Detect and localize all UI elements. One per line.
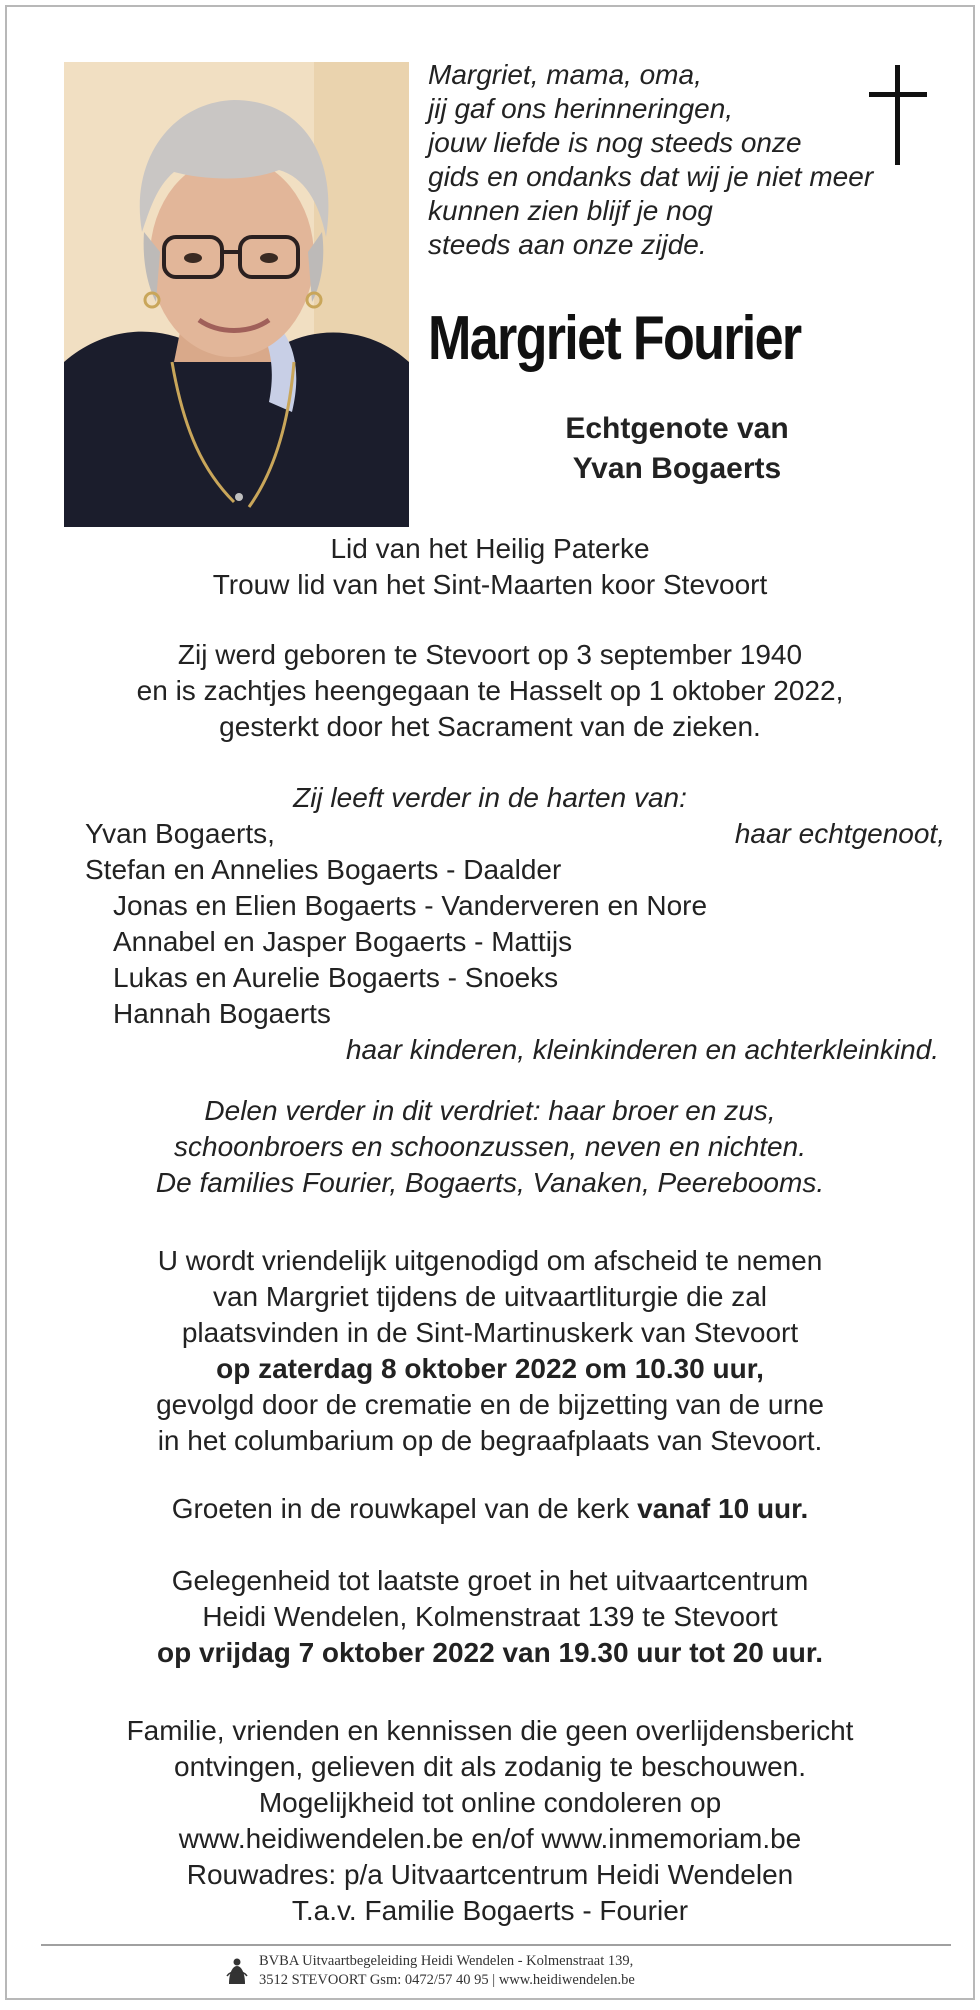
footer-line: BVBA Uitvaartbegeleiding Heidi Wendelen - Kolmenstraat 139, xyxy=(259,1953,634,1969)
greeting-info xyxy=(7,1491,973,1527)
spouse-name: Yvan Bogaerts, xyxy=(85,818,275,849)
memberships xyxy=(7,531,973,603)
birth-death-info xyxy=(7,637,973,745)
greeting-time: vanaf 10 uur. xyxy=(637,1493,809,1524)
family-roles: haar kinderen, kleinkinderen en achterkleinkind. xyxy=(345,1034,939,1065)
membership-line: Lid van het Heilig Paterke xyxy=(330,533,650,564)
birth-death-line: Zij werd geboren te Stevoort op 3 september 1940 xyxy=(177,639,803,670)
funeral-line: van Margriet tijdens de uitvaartliturgie die zal xyxy=(212,1281,768,1312)
extended-family-line: Delen verder in dit verdriet: haar broer en zus, xyxy=(204,1095,776,1126)
closing-line: www.heidiwendelen.be en/of www.inmemoriam.be xyxy=(178,1823,802,1854)
obituary-page xyxy=(5,5,975,2000)
funeral-line: gevolgd door de crematie en de bijzetting van de urne xyxy=(156,1389,824,1420)
deceased-name: Margriet Fourier xyxy=(428,304,801,373)
funeral-date: op zaterdag 8 oktober 2022 om 10.30 uur, xyxy=(216,1353,764,1384)
extended-family xyxy=(7,1093,973,1201)
funeral-info xyxy=(7,1243,973,1459)
visitation-date: op vrijdag 7 oktober 2022 van 19.30 uur tot 20 uur. xyxy=(157,1637,823,1668)
visitation-line: Heidi Wendelen, Kolmenstraat 139 te Stevoort xyxy=(202,1601,778,1632)
grandchild-line: Jonas en Elien Bogaerts - Vanderveren en Nore xyxy=(113,890,708,921)
family-list xyxy=(7,780,973,1070)
closing-line: Familie, vrienden en kennissen die geen overlijdensbericht xyxy=(126,1715,854,1746)
children-line: Stefan en Annelies Bogaerts - Daalder xyxy=(85,854,562,885)
spouse-line: Yvan Bogaerts xyxy=(572,452,782,485)
poem-line: jij gaf ons herinneringen, xyxy=(428,93,734,124)
cross-icon xyxy=(869,65,927,165)
grandchild-line: Lukas en Aurelie Bogaerts - Snoeks xyxy=(113,962,559,993)
funeral-home-logo-icon xyxy=(225,1956,249,1986)
poem-line: Margriet, mama, oma, xyxy=(428,59,702,90)
closing-line: Rouwadres: p/a Uitvaartcentrum Heidi Wendelen xyxy=(186,1859,794,1890)
closing-line: Mogelijkheid tot online condoleren op xyxy=(258,1787,722,1818)
birth-death-line: en is zachtjes heengegaan te Hasselt op 1 oktober 2022, xyxy=(136,675,844,706)
closing-info xyxy=(7,1713,973,1929)
greeting-line xyxy=(7,1491,973,1527)
grandchild-line: Annabel en Jasper Bogaerts - Mattijs xyxy=(113,926,573,957)
footer-text xyxy=(259,1952,635,1990)
family-intro: Zij leeft verder in de harten van: xyxy=(293,782,687,813)
spouse-line: Echtgenote van xyxy=(565,412,789,445)
membership-line: Trouw lid van het Sint-Maarten koor Stevoort xyxy=(212,569,768,600)
extended-family-line: schoonbroers en schoonzussen, neven en nichten. xyxy=(174,1131,806,1162)
closing-line: ontvingen, gelieven dit als zodanig te beschouwen. xyxy=(174,1751,806,1782)
funeral-line: U wordt vriendelijk uitgenodigd om afscheid te nemen xyxy=(157,1245,823,1276)
grandchild-line: Hannah Bogaerts xyxy=(113,998,331,1029)
funeral-line: in het columbarium op de begraafplaats van Stevoort. xyxy=(157,1425,823,1456)
visitation-line: Gelegenheid tot laatste groet in het uitvaartcentrum xyxy=(171,1565,809,1596)
poem-line: kunnen zien blijf je nog xyxy=(428,195,713,226)
spouse-heading xyxy=(477,409,877,489)
visitation-info xyxy=(7,1563,973,1671)
poem-line: steeds aan onze zijde. xyxy=(428,229,707,260)
birth-death-line: gesterkt door het Sacrament van de zieken. xyxy=(219,711,761,742)
poem-line: gids en ondanks dat wij je niet meer xyxy=(428,161,874,192)
footer-divider xyxy=(41,1944,951,1946)
footer-line: 3512 STEVOORT Gsm: 0472/57 40 95 | www.heidiwendelen.be xyxy=(259,1972,635,1988)
greeting-text: Groeten in de rouwkapel van de kerk xyxy=(171,1493,638,1524)
extended-family-line: De families Fourier, Bogaerts, Vanaken, Peerebooms. xyxy=(155,1167,825,1198)
closing-line: T.a.v. Familie Bogaerts - Fourier xyxy=(291,1895,689,1926)
poem-line: jouw liefde is nog steeds onze xyxy=(428,127,802,158)
spouse-role: haar echtgenoot, xyxy=(734,818,945,849)
funeral-line: plaatsvinden in de Sint-Martinuskerk van Stevoort xyxy=(181,1317,799,1348)
portrait-photo xyxy=(64,62,409,527)
